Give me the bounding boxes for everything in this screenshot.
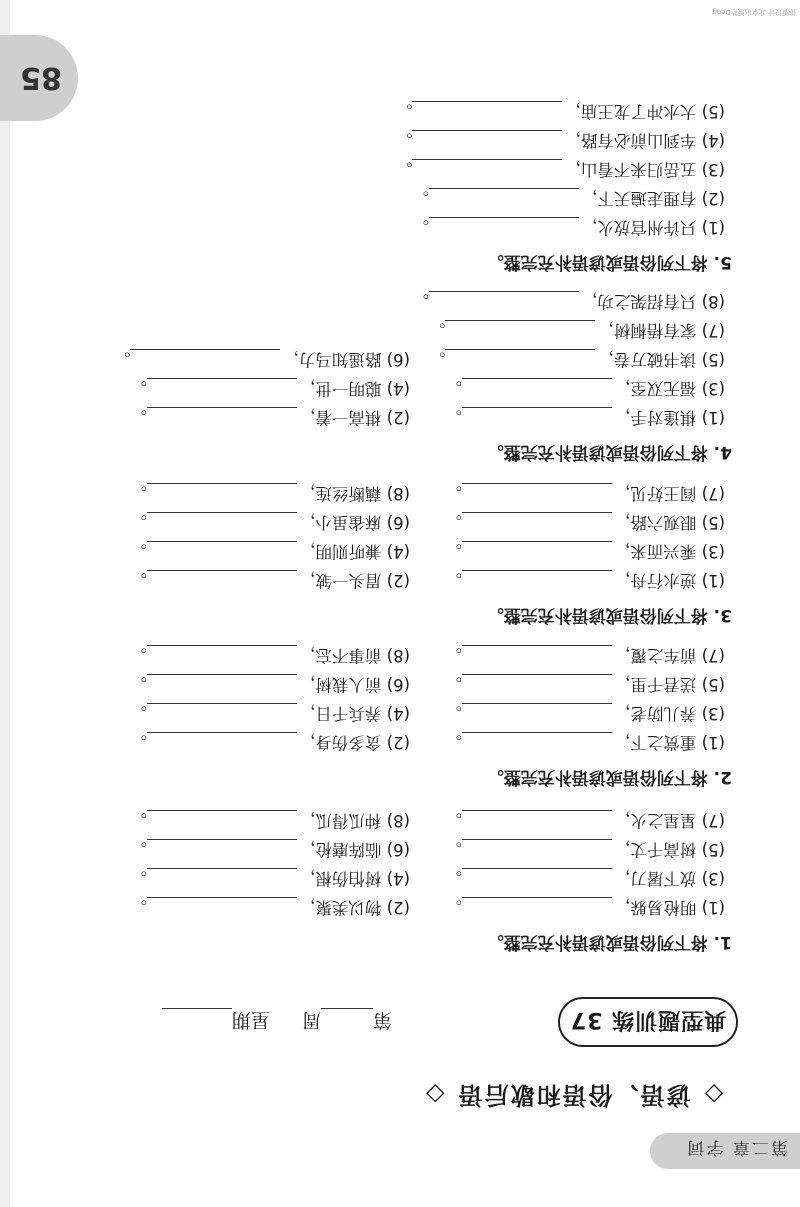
week-prefix: 第 <box>372 1009 392 1031</box>
item-end: 。 <box>130 869 147 888</box>
item-text: (1) 重赏之下， <box>613 733 725 752</box>
item-text: (4) 树怕伤根， <box>298 869 410 888</box>
item-end: 。 <box>428 350 446 369</box>
exercise-item <box>445 512 725 536</box>
exercise-item <box>130 483 410 507</box>
item-end: 。 <box>445 675 462 694</box>
weekday-label: 星期 <box>231 1009 270 1031</box>
exercise-item <box>429 349 725 373</box>
question-prompt <box>487 932 732 957</box>
item-text: (4) 兼听则明， <box>298 542 410 561</box>
item-end: 。 <box>130 840 147 859</box>
answer-blank[interactable] <box>412 159 562 175</box>
item-text: (5) 读书破万卷， <box>597 350 725 369</box>
exercise-item <box>130 570 410 594</box>
item-text: (5) 大水冲了龙王庙， <box>564 102 725 121</box>
item-end: 。 <box>395 102 413 121</box>
exercise-item <box>130 407 410 431</box>
item-text: (2) 物以类聚， <box>298 898 410 917</box>
answer-blank[interactable] <box>412 101 562 117</box>
item-end: 。 <box>130 811 147 830</box>
item-end: 。 <box>130 675 147 694</box>
item-text: (6) 麻雀虽小， <box>298 513 410 532</box>
item-end: 。 <box>445 704 462 723</box>
question-text: 将下列俗语或谚语补充完整。 <box>486 767 708 787</box>
exercise-item <box>445 868 725 892</box>
question-prompt <box>487 605 732 630</box>
item-end: 。 <box>395 160 413 179</box>
item-text: (5) 送君千里， <box>613 675 725 694</box>
item-end: 。 <box>395 131 413 150</box>
exercise-item <box>429 320 725 344</box>
exercise-item <box>445 674 725 698</box>
item-end: 。 <box>445 513 462 532</box>
item-end: 。 <box>130 733 147 752</box>
item-end: 。 <box>130 704 147 723</box>
exercise-item <box>445 810 725 834</box>
answer-blank[interactable] <box>462 732 612 748</box>
answer-blank[interactable] <box>147 512 297 528</box>
answer-blank[interactable] <box>147 897 297 913</box>
item-text: (2) 贪多伤身， <box>298 733 410 752</box>
exercise-item <box>130 897 410 921</box>
exercise-item <box>130 541 410 565</box>
answer-blank[interactable] <box>462 483 612 499</box>
answer-blank[interactable] <box>429 217 579 233</box>
exercise-item <box>130 703 410 727</box>
item-end: 。 <box>445 542 462 561</box>
item-end: 。 <box>130 379 147 398</box>
exercise-item <box>130 868 410 892</box>
item-text: (6) 路遥知马力， <box>282 350 410 369</box>
question-number: 4. <box>713 442 732 462</box>
answer-blank[interactable] <box>147 407 297 423</box>
exercise-item <box>114 349 410 373</box>
exercise-item <box>396 130 725 154</box>
week-mid: 周 <box>301 1009 321 1031</box>
item-end: 。 <box>412 218 429 237</box>
item-end: 。 <box>445 646 462 665</box>
answer-blank[interactable] <box>147 645 297 661</box>
item-text: (6) 前人栽树， <box>298 675 410 694</box>
weekday-blank[interactable] <box>162 1008 232 1027</box>
item-text: (5) 树高千丈， <box>613 840 725 859</box>
answer-blank[interactable] <box>429 188 579 204</box>
answer-blank[interactable] <box>462 407 612 423</box>
exercise-item <box>130 839 410 863</box>
answer-blank[interactable] <box>462 541 612 557</box>
diamond-icon: ◇ <box>424 1081 445 1109</box>
item-text: (3) 放下屠刀， <box>613 869 725 888</box>
answer-blank[interactable] <box>147 703 297 719</box>
answer-blank[interactable] <box>147 570 297 586</box>
item-text: (3) 乘兴而来， <box>613 542 725 561</box>
answer-blank[interactable] <box>147 810 297 826</box>
page-number: 85 <box>20 60 62 95</box>
item-end: 。 <box>445 869 462 888</box>
answer-blank[interactable] <box>147 541 297 557</box>
item-text: (1) 逆水行舟， <box>613 571 725 590</box>
item-text: (3) 福无双至， <box>613 379 725 398</box>
answer-blank[interactable] <box>445 320 595 336</box>
answer-blank[interactable] <box>445 349 595 365</box>
item-end: 。 <box>445 379 462 398</box>
exercise-item <box>412 188 725 212</box>
item-end: 。 <box>130 646 147 665</box>
question-text: 将下列俗语或谚语补充完整。 <box>486 252 708 272</box>
answer-blank[interactable] <box>429 291 579 307</box>
question-text: 将下列俗语或谚语补充完整。 <box>486 442 708 462</box>
answer-blank[interactable] <box>147 483 297 499</box>
item-end: 。 <box>445 408 462 427</box>
answer-blank[interactable] <box>147 732 297 748</box>
question-text: 将下列俗语或谚语补充完整。 <box>486 605 708 625</box>
item-text: (1) 明枪易躲， <box>613 898 725 917</box>
section-title-text: 谚语、俗语和歇后语 <box>456 1081 691 1109</box>
item-end: 。 <box>445 811 462 830</box>
question-prompt <box>487 767 732 792</box>
answer-blank[interactable] <box>462 703 612 719</box>
exercise-item <box>445 378 725 402</box>
question-prompt <box>487 442 732 467</box>
week-date-line <box>162 1008 392 1035</box>
exercise-item <box>445 541 725 565</box>
item-end: 。 <box>130 571 147 590</box>
exercise-item <box>130 674 410 698</box>
exercise-item <box>396 159 725 183</box>
answer-blank[interactable] <box>130 349 280 365</box>
item-end: 。 <box>130 408 147 427</box>
answer-blank[interactable] <box>462 645 612 661</box>
item-end: 。 <box>412 189 429 208</box>
answer-blank[interactable] <box>147 868 297 884</box>
item-text: (2) 棋高一着， <box>298 408 410 427</box>
question-number: 2. <box>713 767 732 787</box>
item-end: 。 <box>445 840 462 859</box>
item-text: (8) 藕断丝连， <box>298 484 410 503</box>
exercise-item <box>130 645 410 669</box>
item-text: (4) 养兵千日， <box>298 704 410 723</box>
footer-tiny-text: 排版设计 北京出版社Deng <box>712 8 796 16</box>
answer-blank[interactable] <box>462 512 612 528</box>
question-number: 5. <box>713 252 732 272</box>
item-end: 。 <box>445 733 462 752</box>
item-text: (8) 只有招架之功， <box>580 292 725 311</box>
exercise-item <box>396 101 725 125</box>
item-end: 。 <box>445 571 462 590</box>
item-text: (5) 眼观六路， <box>613 513 725 532</box>
training-label: 典型题训练 37 <box>569 1007 727 1033</box>
exercise-item <box>412 291 725 315</box>
item-text: (7) 前车之覆， <box>613 646 725 665</box>
exercise-item <box>445 897 725 921</box>
diamond-icon: ◇ <box>702 1081 724 1109</box>
item-text: (7) 家有梧桐树， <box>597 321 725 340</box>
exercise-item <box>445 732 725 756</box>
item-text: (1) 棋逢对手， <box>613 408 725 427</box>
training-badge <box>558 997 738 1047</box>
exercise-item <box>445 703 725 727</box>
item-text: (3) 五岳归来不看山， <box>564 160 725 179</box>
answer-blank[interactable] <box>147 378 297 394</box>
answer-blank[interactable] <box>462 868 612 884</box>
item-text: (4) 聪明一世， <box>298 379 410 398</box>
item-end: 。 <box>130 513 147 532</box>
exercise-item <box>130 378 410 402</box>
exercise-item <box>445 483 725 507</box>
exercise-item <box>130 810 410 834</box>
chapter-label: 第二章 字词 <box>685 1137 788 1157</box>
item-text: (8) 种瓜得瓜， <box>298 811 410 830</box>
answer-blank[interactable] <box>147 839 297 855</box>
item-end: 。 <box>445 484 462 503</box>
question-number: 3. <box>713 605 732 625</box>
exercise-item <box>445 839 725 863</box>
exercise-item <box>130 512 410 536</box>
item-end: 。 <box>130 542 147 561</box>
item-text: (4) 车到山前必有路， <box>564 131 725 150</box>
item-end: 。 <box>445 898 462 917</box>
item-end: 。 <box>130 898 147 917</box>
item-text: (1) 只许州官放火， <box>580 218 725 237</box>
answer-blank[interactable] <box>147 674 297 690</box>
week-number-blank[interactable] <box>321 1008 373 1027</box>
item-text: (3) 养儿防老， <box>613 704 725 723</box>
exercise-item <box>445 407 725 431</box>
exercise-item <box>445 570 725 594</box>
item-text: (6) 临阵磨枪， <box>298 840 410 859</box>
exercise-item <box>445 645 725 669</box>
answer-blank[interactable] <box>462 674 612 690</box>
item-end: 。 <box>113 350 131 369</box>
answer-blank[interactable] <box>462 897 612 913</box>
question-number: 1. <box>713 932 732 952</box>
exercise-item <box>412 217 725 241</box>
item-text: (7) 星星之火， <box>613 811 725 830</box>
item-text: (8) 前事不忘， <box>298 646 410 665</box>
exercise-item <box>130 732 410 756</box>
item-end: 。 <box>130 484 147 503</box>
item-text: (2) 眉头一皱， <box>298 571 410 590</box>
section-title <box>422 1080 725 1115</box>
item-text: (2) 有理走遍天下， <box>580 189 725 208</box>
answer-blank[interactable] <box>462 839 612 855</box>
question-prompt <box>487 252 732 277</box>
item-text: (7) 阎王好见， <box>613 484 725 503</box>
answer-blank[interactable] <box>462 810 612 826</box>
item-end: 。 <box>428 321 446 340</box>
side-strip <box>0 0 10 1207</box>
answer-blank[interactable] <box>412 130 562 146</box>
answer-blank[interactable] <box>462 570 612 586</box>
answer-blank[interactable] <box>462 378 612 394</box>
item-end: 。 <box>412 292 429 311</box>
question-text: 将下列俗语或谚语补充完整。 <box>486 932 708 952</box>
